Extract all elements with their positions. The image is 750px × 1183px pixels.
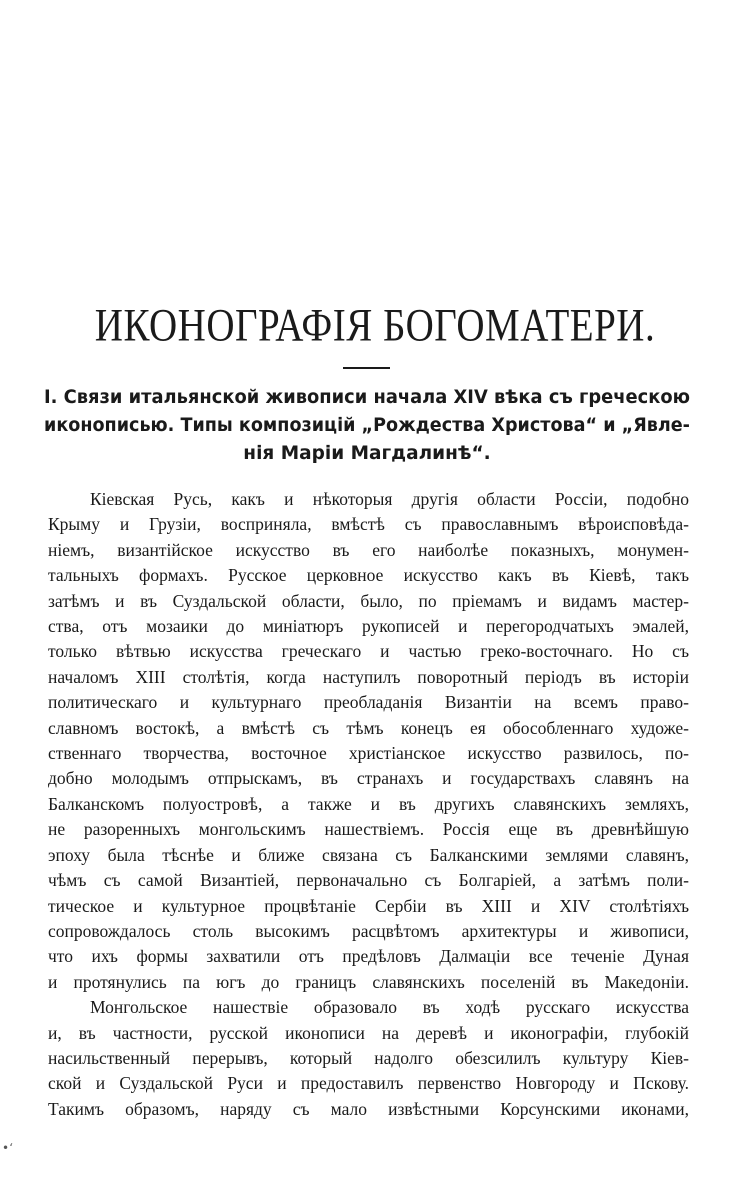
text-line: что ихъ формы захватили отъ предѣловъ Далмаціи все теченіе Дуная — [48, 946, 689, 967]
text-line: не разоренныхъ монгольскимъ нашествіемъ. Россія еще въ древнѣйшую — [48, 819, 689, 840]
text-line: Балканскомъ полуостровѣ, а также и въ другихъ славянскихъ земляхъ, — [48, 793, 689, 814]
paragraph — [48, 995, 689, 1122]
paragraph — [48, 487, 689, 995]
text-line: славномъ востокѣ, а вмѣстѣ съ тѣмъ конецъ ея обособленнаго художе- — [48, 717, 689, 738]
margin-mark: •ʻ — [2, 1141, 13, 1155]
text-line: чѣмъ съ самой Византіей, первоначально съ Болгаріей, а затѣмъ поли- — [48, 870, 689, 891]
text-line: только вѣтвью искусства греческаго и частью греко-восточнаго. Но съ — [48, 641, 689, 662]
title-divider — [343, 367, 390, 369]
text-line: политическаго и культурнаго преобладанія Византіи на всемъ право- — [48, 692, 689, 713]
text-line: ской и Суздальской Руси и предоставилъ первенство Новгороду и Пскову. — [48, 1073, 689, 1094]
text-line: добно молодымъ отпрыскамъ, въ странахъ и государствахъ славянъ на — [48, 768, 689, 789]
text-line: началомъ XIII столѣтія, когда наступилъ поворотный періодъ въ исторіи — [48, 666, 689, 687]
text-line: ства, отъ мозаики до миніатюръ рукописей и перегородчатыхъ эмалей, — [48, 616, 689, 637]
text-line: ственнаго творчества, восточное христіанское искусство развилось, по- — [48, 743, 689, 764]
text-line: тическое и культурное процвѣтаніе Сербіи въ XIII и XIV столѣтіяхъ — [48, 895, 689, 916]
page-title: ИКОНОГРАФІЯ БОГОМАТЕРИ. — [94, 300, 656, 351]
text-line: Монгольское нашествіе образовало въ ходѣ русскаго искусства — [90, 997, 689, 1018]
section-heading — [44, 384, 690, 468]
text-line: насильственный перерывъ, который надолго обезсилилъ культуру Кіев- — [48, 1047, 689, 1068]
heading-line: нія Маріи Магдалинѣ“. — [243, 443, 491, 464]
text-line: затѣмъ и въ Суздальской области, было, по пріемамъ и видамъ мастер- — [48, 590, 689, 611]
text-line: сопровождалось столь высокимъ расцвѣтомъ архитектуры и живописи, — [48, 920, 689, 941]
text-line: эпоху была тѣснѣе и ближе связана съ Балканскими землями славянъ, — [48, 844, 689, 865]
text-line: Кіевская Русь, какъ и нѣкоторыя другія области Россіи, подобно — [90, 489, 689, 509]
text-line: Такимъ образомъ, наряду съ мало извѣстными Корсунскими иконами, — [48, 1098, 689, 1119]
text-line: и, въ частности, русской иконописи на деревѣ и иконографіи, глубокій — [48, 1022, 689, 1043]
heading-line: І. Связи итальянской живописи начала XIV вѣка съ греческою — [44, 387, 691, 408]
body-text — [48, 487, 689, 1122]
text-line: тальныхъ формахъ. Русское церковное искусство какъ въ Кіевѣ, такъ — [48, 565, 689, 586]
heading-line: иконописью. Типы композицій „Рождества Христова“ и „Явле- — [44, 415, 690, 436]
text-line: и протянулись па югъ до границъ славянскихъ поселеній въ Македоніи. — [48, 971, 689, 992]
text-line: ніемъ, византійское искусство въ его наиболѣе показныхъ, монумен- — [48, 539, 689, 560]
text-line: Крыму и Грузіи, восприняла, вмѣстѣ съ православнымъ вѣроисповѣда- — [48, 514, 689, 535]
